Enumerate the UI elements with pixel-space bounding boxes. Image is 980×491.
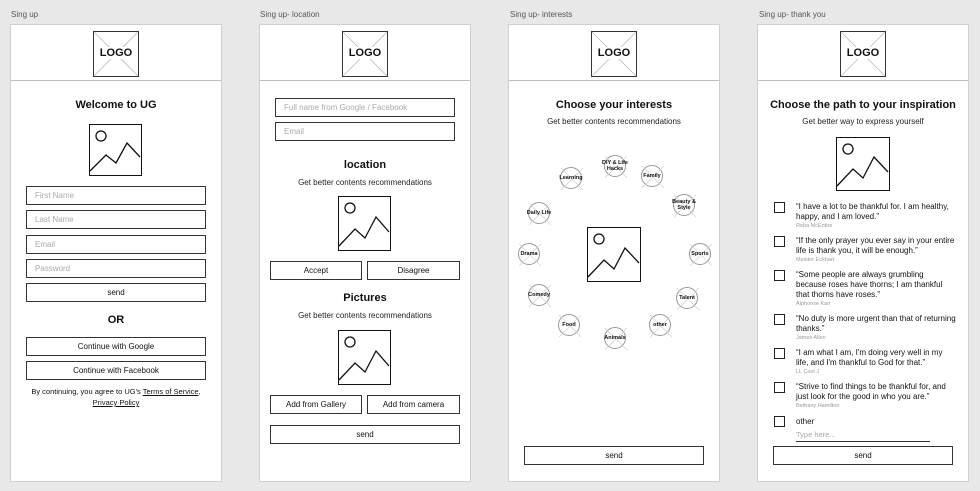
email-input[interactable]: Email	[275, 122, 455, 141]
header	[509, 25, 719, 81]
page-subtitle: Get better contents recommendations	[547, 117, 681, 126]
quote-text: “Strive to find things to be thankful for, and just look for the good in who you are.”	[796, 382, 946, 401]
frame-label-interests: Sing up- interests	[510, 10, 573, 19]
quote-checkbox[interactable]	[774, 236, 785, 247]
send-button[interactable]: send	[773, 446, 953, 465]
interest-label: DIY & Life Hacks	[602, 160, 628, 172]
or-divider: OR	[107, 314, 125, 326]
interest-label: Animals	[604, 335, 626, 341]
quote-checkbox[interactable]	[774, 348, 785, 359]
terms-prefix: By continuing, you agree to UG's	[31, 387, 143, 396]
header	[758, 25, 968, 81]
other-label: other	[796, 417, 815, 426]
send-button[interactable]: send	[524, 446, 704, 465]
interest-label: Sports	[691, 251, 709, 257]
continue-facebook-button[interactable]: Continue with Facebook	[26, 361, 206, 380]
quote-author: Bethany Hamilton	[796, 403, 840, 409]
interest-diy-life-hacks[interactable]	[604, 155, 626, 177]
full-name-input[interactable]: Full name from Google / Facebook	[275, 98, 455, 117]
interest-label: other	[653, 322, 667, 328]
page-title: Choose your interests	[555, 99, 673, 111]
location-image-icon	[338, 196, 391, 251]
page-subtitle: Get better way to express yourself	[802, 117, 924, 126]
logo	[93, 31, 139, 77]
logo	[840, 31, 886, 77]
interest-talent[interactable]	[676, 287, 698, 309]
interest-label: Drama	[520, 251, 538, 257]
interest-label: Beauty & Style	[672, 199, 696, 211]
interest-label: Comedy	[528, 292, 550, 298]
privacy-policy-link[interactable]: Privacy Policy	[92, 398, 140, 407]
screen-signup	[10, 24, 222, 482]
disagree-button[interactable]: Disagree	[367, 261, 460, 280]
interest-label: Talent	[679, 295, 695, 301]
pictures-subtitle: Get better contents recommendations	[298, 311, 432, 320]
interest-label: Food	[562, 322, 576, 328]
inspiration-image-icon	[836, 137, 890, 191]
frame-label-location: Sing up- location	[260, 10, 320, 19]
screen-interests	[508, 24, 720, 482]
terms-text	[21, 386, 211, 408]
email-input[interactable]: Email	[26, 235, 206, 254]
quote-author: LL Cool J	[796, 369, 820, 375]
last-name-input[interactable]: Last Name	[26, 210, 206, 229]
password-input[interactable]: Password	[26, 259, 206, 278]
interest-label: Daily Life	[526, 210, 552, 216]
other-checkbox[interactable]	[774, 416, 785, 427]
pictures-image-icon	[338, 330, 391, 385]
add-from-gallery-button[interactable]: Add from Gallery	[270, 395, 362, 414]
quote-text: “Some people are always grumbling because roses have thorns; I am thankful that thorns have roses.”	[796, 270, 943, 299]
frame-label-thank-you: Sing up- thank you	[759, 10, 826, 19]
accept-button[interactable]: Accept	[270, 261, 362, 280]
interest-drama[interactable]	[518, 243, 540, 265]
screen-location	[259, 24, 471, 482]
frame-label-signup: Sing up	[11, 10, 39, 19]
interest-label: Learning	[559, 175, 583, 181]
screen-thank-you	[757, 24, 969, 482]
quote-author: James Allen	[796, 335, 826, 341]
add-from-camera-button[interactable]: Add from camera	[367, 395, 460, 414]
pictures-title: Pictures	[343, 292, 387, 304]
interest-label: Family	[643, 173, 661, 179]
interest-food[interactable]	[558, 314, 580, 336]
continue-google-button[interactable]: Continue with Google	[26, 337, 206, 356]
interest-other[interactable]	[649, 314, 671, 336]
location-title: location	[343, 159, 387, 171]
interest-family[interactable]	[641, 165, 663, 187]
logo	[342, 31, 388, 77]
logo-text: LOGO	[846, 47, 880, 59]
send-button[interactable]: send	[26, 283, 206, 302]
logo	[591, 31, 637, 77]
quote-author: Alphonse Karr	[796, 301, 831, 307]
page-title: Welcome to UG	[75, 99, 157, 111]
quote-checkbox[interactable]	[774, 202, 785, 213]
interest-beauty-style[interactable]	[673, 194, 695, 216]
quote-author: Reba McEntire	[796, 223, 833, 229]
interest-daily-life[interactable]	[528, 202, 550, 224]
interest-comedy[interactable]	[528, 284, 550, 306]
location-subtitle: Get better contents recommendations	[298, 178, 432, 187]
image-placeholder-icon	[89, 124, 142, 176]
logo-text: LOGO	[348, 47, 382, 59]
quote-author: Meister Eckhart	[796, 257, 835, 263]
send-button[interactable]: send	[270, 425, 460, 444]
header	[260, 25, 470, 81]
quote-text: “I am what I am, I'm doing very well in my life, and I'm thankful to God for that.”	[796, 348, 943, 367]
terms-of-service-link[interactable]: Terms of Service	[142, 387, 199, 396]
interest-animals[interactable]	[604, 327, 626, 349]
page-title: Choose the path to your inspiration	[770, 99, 956, 111]
interest-learning[interactable]	[560, 167, 582, 189]
other-input[interactable]: Type here...	[796, 430, 930, 442]
quote-checkbox[interactable]	[774, 382, 785, 393]
interests-image-icon	[587, 227, 641, 282]
logo-text: LOGO	[99, 47, 133, 59]
quote-text: “If the only prayer you ever say in your entire life is thank you, it will be enough.”	[796, 236, 955, 255]
quote-checkbox[interactable]	[774, 314, 785, 325]
terms-comma: ,	[198, 387, 201, 396]
quote-text: “No duty is more urgent than that of returning thanks.”	[796, 314, 956, 333]
interest-sports[interactable]	[689, 243, 711, 265]
first-name-input[interactable]: First Name	[26, 186, 206, 205]
quote-text: “I have a lot to be thankful for. I am healthy, happy, and I am loved.”	[796, 202, 949, 221]
logo-text: LOGO	[597, 47, 631, 59]
header	[11, 25, 221, 81]
quote-checkbox[interactable]	[774, 270, 785, 281]
